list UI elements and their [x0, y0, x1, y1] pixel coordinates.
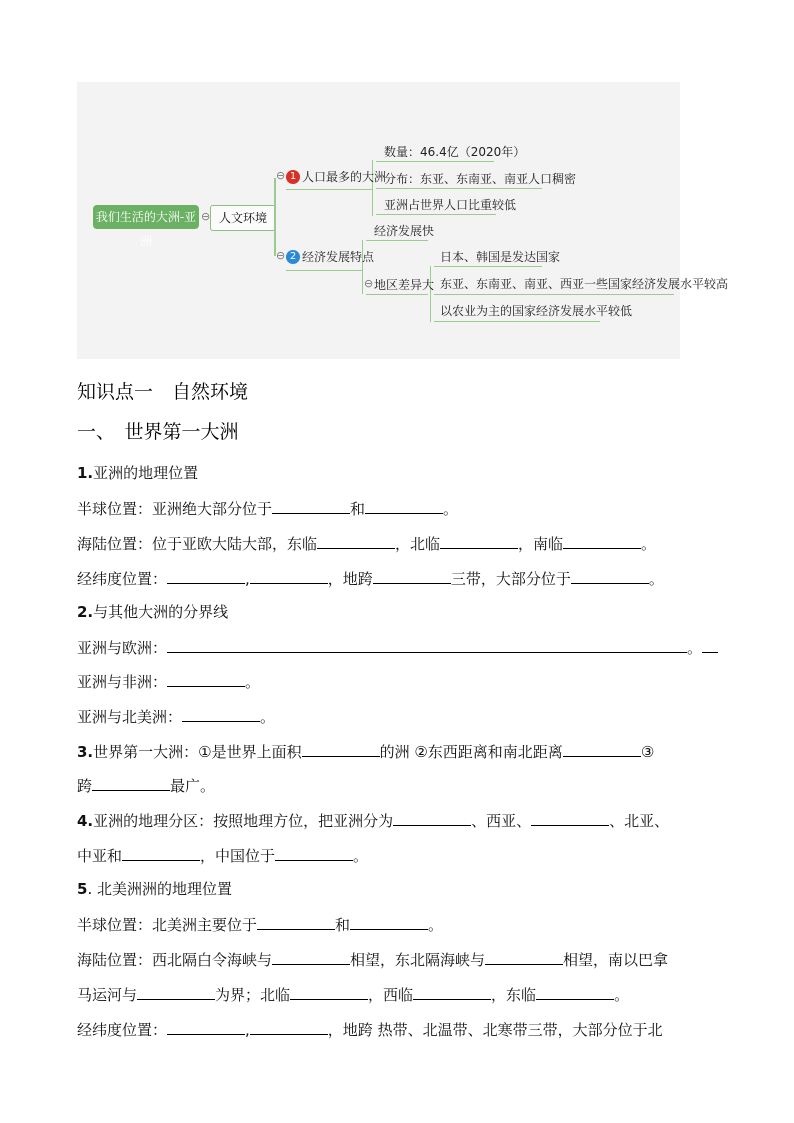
q5-sea-line2: 马运河与 为界；北临 ，西临 ，东临 。	[77, 986, 630, 1004]
q3-line2: 跨 最广。	[77, 777, 216, 795]
mindmap-node-economy: 经济发展特点	[302, 250, 375, 264]
q2-namerica: 亚洲与北美洲： 。	[77, 708, 276, 726]
answer-blank[interactable]	[167, 1019, 245, 1035]
answer-blank[interactable]	[485, 949, 563, 965]
answer-blank[interactable]	[563, 741, 641, 757]
q5-sea-line1: 海陆位置：西北隔白令海峡与 相望，东北隔海峡与 相望，南以巴拿	[77, 951, 669, 969]
answer-blank[interactable]	[272, 498, 350, 514]
mindmap-branch: 人文环境	[210, 205, 276, 231]
q1-title: 1.亚洲的地理位置	[77, 464, 199, 482]
answer-blank[interactable]	[275, 845, 353, 861]
answer-blank[interactable]	[92, 775, 170, 791]
q1-latlon: 经纬度位置： , ，地跨 三带，大部分位于 。	[77, 570, 664, 588]
answer-blank[interactable]	[257, 914, 335, 930]
connector-line	[434, 321, 600, 322]
answer-blank[interactable]	[122, 845, 200, 861]
connector-line	[366, 294, 428, 295]
q2-africa: 亚洲与非洲： 。	[77, 673, 261, 691]
q2-europe: 亚洲与欧洲： 。	[77, 637, 718, 658]
node-badge-blue: 2	[286, 250, 300, 264]
connector-line	[430, 266, 431, 322]
connector-line	[286, 270, 362, 271]
answer-blank[interactable]	[137, 984, 215, 1000]
collapse-icon: ⊖	[364, 277, 374, 290]
connector-line	[376, 188, 542, 189]
q3-line1: 3.世界第一大洲：①是世界上面积 的洲 ②东西距离和南北距离 ③	[77, 743, 655, 761]
q1-hemisphere: 半球位置：亚洲绝大部分位于 和 。	[77, 500, 459, 518]
connector-line	[372, 160, 373, 216]
answer-blank[interactable]	[393, 810, 471, 826]
answer-blank[interactable]	[272, 949, 350, 965]
mindmap-leaf: 数量：46.4亿（2020年）	[384, 145, 526, 159]
collapse-icon: ⊖	[276, 249, 286, 262]
connector-line	[362, 240, 363, 294]
subsection-title: 一、 世界第一大洲	[77, 421, 239, 443]
answer-blank[interactable]	[536, 984, 614, 1000]
answer-blank[interactable]	[413, 984, 491, 1000]
connector-line	[274, 178, 276, 256]
mindmap-leaf: 地区差异大	[374, 278, 435, 292]
answer-blank[interactable]	[563, 533, 641, 549]
mindmap-leaf: 东亚、东南亚、南亚、西亚一些国家经济发展水平较高	[440, 277, 729, 291]
collapse-icon: ⊖	[201, 210, 211, 223]
mindmap-leaf: 经济发展快	[374, 224, 435, 238]
collapse-icon: ⊖	[276, 169, 286, 182]
node-badge-red: 1	[286, 170, 300, 184]
q4-line1: 4.亚洲的地理分区：按照地理方位，把亚洲分为 、西亚、 、北亚、	[77, 812, 670, 830]
answer-blank[interactable]	[317, 533, 395, 549]
q5-hemisphere: 半球位置：北美洲主要位于 和 。	[77, 916, 444, 934]
answer-blank[interactable]	[167, 568, 245, 584]
answer-blank[interactable]	[167, 671, 245, 687]
answer-blank[interactable]	[167, 637, 687, 653]
q5-title: 5. 北美洲洲的地理位置	[77, 880, 232, 898]
mindmap-leaf: 亚洲占世界人口比重较低	[384, 198, 517, 212]
connector-line	[376, 161, 494, 162]
answer-blank[interactable]	[290, 984, 368, 1000]
connector-line	[434, 266, 542, 267]
answer-blank	[702, 637, 718, 653]
mindmap-leaf: 分布：东亚、东南亚、南亚人口稠密	[384, 172, 577, 186]
q1-sea-land: 海陆位置：位于亚欧大陆大部，东临 ，北临 ，南临 。	[77, 535, 657, 553]
answer-blank[interactable]	[571, 568, 649, 584]
answer-blank[interactable]	[250, 1019, 328, 1035]
answer-blank[interactable]	[440, 533, 518, 549]
answer-blank[interactable]	[250, 568, 328, 584]
mindmap-leaf: 以农业为主的国家经济发展水平较低	[440, 304, 633, 318]
connector-line	[366, 240, 428, 241]
q4-line2: 中亚和 ，中国位于 。	[77, 847, 369, 865]
answer-blank[interactable]	[373, 568, 451, 584]
answer-blank[interactable]	[302, 741, 380, 757]
mindmap-root: 我们生活的大洲-亚洲	[93, 205, 199, 229]
section-title: 知识点一 自然环境	[77, 381, 249, 403]
mindmap-leaf: 日本、韩国是发达国家	[440, 250, 561, 264]
connector-line	[286, 189, 372, 190]
connector-line	[434, 294, 674, 295]
q2-title: 2.与其他大洲的分界线	[77, 603, 229, 621]
q5-latlon: 经纬度位置： , ，地跨 热带、北温带、北寒带三带，大部分位于北	[77, 1021, 663, 1039]
answer-blank[interactable]	[182, 706, 260, 722]
answer-blank[interactable]	[365, 498, 443, 514]
mindmap-node-population: 人口最多的大洲	[302, 170, 387, 184]
answer-blank[interactable]	[531, 810, 609, 826]
connector-line	[376, 214, 496, 215]
answer-blank[interactable]	[350, 914, 428, 930]
